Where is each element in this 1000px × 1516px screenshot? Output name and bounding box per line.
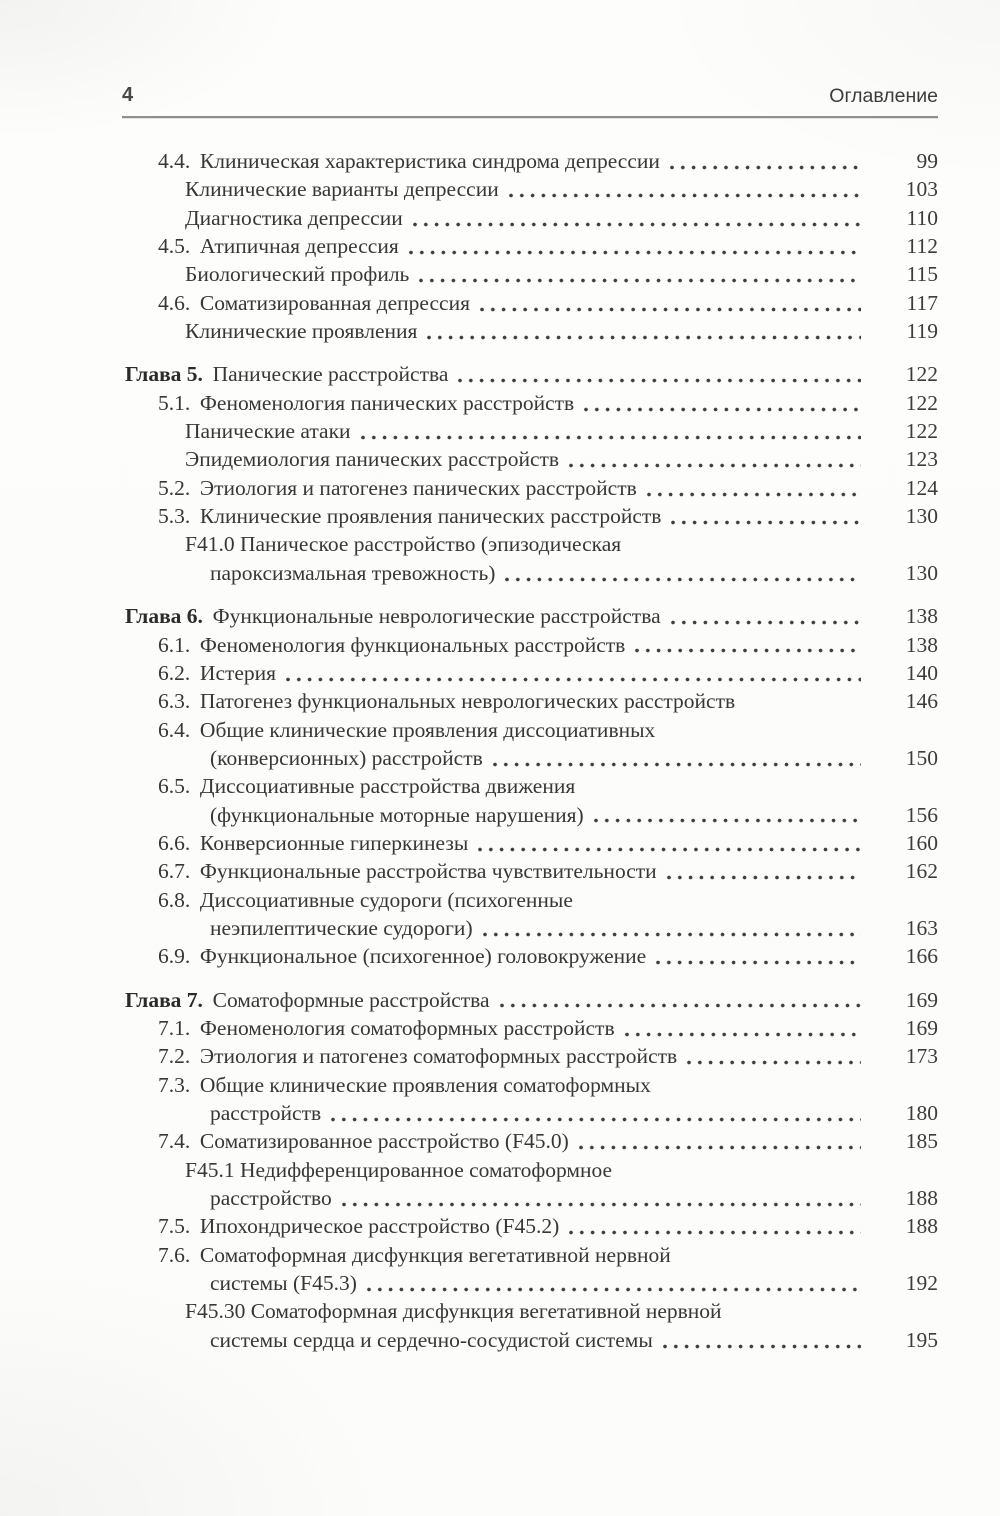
toc-page-number: 115 — [906, 262, 938, 287]
toc-row — [0, 559, 938, 587]
toc-entry-text: F41.0 Паническое расстройство (эпизодическая — [185, 532, 622, 557]
toc-page-number: 103 — [905, 177, 938, 202]
toc-entry-number: 4.6. — [158, 290, 191, 315]
toc-row — [0, 942, 938, 970]
dot-leader — [419, 277, 861, 284]
toc-entry-number: 6.8. — [158, 887, 191, 912]
toc-row — [0, 1014, 938, 1042]
toc-row — [0, 659, 938, 687]
toc-page-number: 138 — [905, 604, 938, 629]
dot-leader — [663, 1343, 861, 1350]
toc-entry-number: 5.2. — [158, 475, 191, 500]
toc-entry-text: Конверсионные гиперкинезы — [199, 830, 469, 855]
dot-leader — [342, 1201, 861, 1208]
toc-entry-text: Биологический профиль — [185, 262, 410, 287]
toc-entry-text: системы (F45.3) — [210, 1271, 357, 1296]
toc-row — [0, 502, 938, 530]
dot-leader — [478, 846, 861, 853]
toc-entry-text: расстройств — [210, 1101, 322, 1125]
toc-entry-number: 4.5. — [158, 234, 191, 259]
toc-row — [0, 631, 938, 659]
toc-row — [0, 857, 938, 885]
toc-entry-number: 6.6. — [158, 830, 191, 855]
toc-entry-number: 6.4. — [158, 717, 191, 742]
toc-entry-text: Соматизированная депрессия — [199, 290, 470, 315]
toc-entry-text: Атипичная депрессия — [199, 234, 399, 259]
toc-entry-text: Этиология и патогенез соматоформных расстройств — [199, 1044, 678, 1069]
toc-entry-text: расстройство — [210, 1186, 332, 1211]
dot-leader — [635, 647, 861, 654]
toc-row — [0, 772, 938, 800]
toc-row — [0, 1184, 938, 1212]
toc-entry-number: 5.1. — [158, 390, 191, 415]
toc-entry-text: Ипохондрическое расстройство (F45.2) — [199, 1214, 560, 1239]
dot-leader — [687, 1059, 861, 1066]
toc-row — [0, 1326, 938, 1354]
toc-row — [0, 175, 938, 203]
toc-entry-text: Этиология и патогенез панических расстройств — [199, 475, 637, 500]
toc-page-number: 117 — [906, 290, 938, 315]
dot-leader — [493, 761, 861, 768]
toc-entry-text: Соматизированное расстройство (F45.0) — [199, 1129, 569, 1154]
toc-page-number: 188 — [905, 1214, 938, 1239]
toc-entry-number: 7.5. — [158, 1214, 191, 1239]
toc-entry-text: Клинические варианты депрессии — [185, 177, 499, 202]
toc-page-number: 112 — [906, 234, 938, 259]
toc-row — [0, 602, 938, 630]
dot-leader — [671, 519, 861, 526]
dot-leader — [409, 249, 861, 256]
toc-page-number: 169 — [905, 987, 938, 1012]
toc-row — [0, 530, 938, 558]
toc-row — [0, 232, 938, 260]
toc-row — [0, 1212, 938, 1240]
toc-page-number: 180 — [905, 1101, 938, 1125]
dot-leader — [745, 704, 861, 711]
toc-entry-number: 7.6. — [158, 1242, 191, 1267]
toc-page-number: 110 — [906, 205, 938, 230]
toc-page-number: 99 — [916, 149, 938, 173]
toc-row — [0, 1042, 938, 1070]
toc-row — [0, 744, 938, 772]
dot-leader — [584, 406, 861, 413]
toc-page-number: 195 — [905, 1327, 938, 1352]
toc-page-number: 122 — [905, 390, 938, 415]
toc-entry-number: 6.9. — [158, 944, 191, 969]
toc-entry-number: 6.1. — [158, 632, 191, 657]
dot-leader — [361, 434, 861, 441]
toc-entry-number: 7.1. — [158, 1015, 191, 1040]
toc-entry-text: Соматоформные расстройства — [212, 987, 490, 1012]
toc-entry-text: Общие клинические проявления диссоциативных — [199, 717, 656, 742]
toc-row — [0, 829, 938, 857]
toc-page-number: 140 — [905, 660, 938, 685]
dot-leader — [579, 1144, 861, 1151]
toc-entry-number: 6.7. — [158, 859, 191, 884]
toc-entry-number: 7.2. — [158, 1044, 191, 1069]
toc-entry-text: (функциональные моторные нарушения) — [210, 802, 584, 827]
toc-entry-text: Истерия — [199, 660, 277, 685]
toc-entry-text: пароксизмальная тревожность) — [210, 560, 496, 585]
dot-leader — [413, 221, 861, 228]
toc-row — [0, 801, 938, 829]
toc-row — [0, 1127, 938, 1155]
dot-leader — [509, 192, 861, 199]
dot-leader — [458, 377, 861, 384]
toc-entry-text: Функциональное (психогенное) головокружение — [199, 944, 647, 969]
header-rule — [122, 116, 938, 118]
toc-row — [0, 1297, 938, 1325]
toc-entry-text: Диссоциативные судороги (психогенные — [199, 887, 573, 912]
dot-leader — [483, 931, 861, 938]
dot-leader — [671, 619, 861, 626]
toc-entry-text: системы сердца и сердечно-сосудистой системы — [210, 1327, 653, 1352]
toc-entry-text: Диссоциативные расстройства движения — [199, 774, 576, 799]
dot-leader — [647, 491, 861, 498]
header-page-number: 4 — [122, 84, 134, 106]
toc-page-number: 146 — [905, 689, 938, 714]
toc-chapter-label: Глава 5. — [125, 362, 203, 387]
toc-page-number: 173 — [905, 1044, 938, 1069]
toc-entry-text: Общие клинические проявления соматоформных — [199, 1072, 651, 1097]
toc-row — [0, 1099, 938, 1127]
toc-entry-text: F45.1 Недифференцированное соматоформное — [185, 1157, 613, 1182]
toc-page-number: 150 — [905, 745, 938, 770]
toc-row — [0, 687, 938, 715]
toc-page-number: 130 — [905, 560, 938, 585]
toc-entry-text: Панические атаки — [185, 419, 351, 444]
toc-page-number: 160 — [905, 830, 938, 855]
toc-row — [0, 445, 938, 473]
dot-leader — [500, 1002, 861, 1009]
toc-page-number: 166 — [905, 944, 938, 969]
toc-entry-number: 6.5. — [158, 774, 191, 799]
toc-entry-text: F45.30 Соматоформная дисфункция вегетативной нервной — [185, 1299, 722, 1324]
dot-leader — [656, 959, 861, 966]
header-title: Оглавление — [829, 85, 938, 107]
toc-entry-text: Феноменология функциональных расстройств — [199, 632, 626, 657]
dot-leader — [569, 462, 861, 469]
toc-entry-number: 6.2. — [158, 660, 191, 685]
toc-row — [0, 204, 938, 232]
dot-leader — [367, 1286, 861, 1293]
dot-leader — [670, 164, 861, 171]
toc-entry-text: Эпидемиология панических расстройств — [185, 447, 560, 472]
toc-entry-text: Феноменология соматоформных расстройств — [199, 1015, 615, 1040]
toc-row — [0, 260, 938, 288]
toc-entry-number: 7.4. — [158, 1129, 191, 1154]
toc-row — [0, 886, 938, 914]
toc-row — [0, 1071, 938, 1099]
toc-row — [0, 1156, 938, 1184]
toc-entry-number: 4.4. — [158, 149, 191, 173]
toc-entry-text: Патогенез функциональных неврологических расстройств — [199, 689, 736, 714]
dot-leader — [667, 874, 861, 881]
toc-row — [0, 1269, 938, 1297]
toc-page-number: 162 — [905, 859, 938, 884]
dot-leader — [594, 817, 861, 824]
toc-page-number: 169 — [905, 1015, 938, 1040]
toc-entry-text: неэпилептические судороги) — [210, 915, 473, 940]
toc-row — [0, 716, 938, 744]
toc-entry-text: Клинические проявления панических расстройств — [199, 504, 662, 529]
dot-leader — [331, 1116, 861, 1123]
toc-entry-number: 7.3. — [158, 1072, 191, 1097]
dot-leader — [427, 334, 861, 341]
dot-leader — [480, 306, 861, 313]
toc-page-number: 124 — [905, 475, 938, 500]
toc-row — [0, 317, 938, 345]
toc-entry-text: Функциональные неврологические расстройства — [212, 604, 661, 629]
toc-row — [0, 914, 938, 942]
toc-row — [0, 389, 938, 417]
toc-page-number: 138 — [905, 632, 938, 657]
toc-entry-text: Феноменология панических расстройств — [199, 390, 575, 415]
toc-row — [0, 986, 938, 1014]
toc-page-number: 156 — [905, 802, 938, 827]
dot-leader — [286, 676, 861, 683]
toc-entry-text: Панические расстройства — [212, 362, 449, 387]
toc-page-number: 123 — [905, 447, 938, 472]
toc-entry-number: 5.3. — [158, 504, 191, 529]
toc-chapter-label: Глава 6. — [125, 604, 203, 629]
dot-leader — [625, 1031, 861, 1038]
toc-page-number: 122 — [905, 362, 938, 387]
toc-page-number: 185 — [905, 1129, 938, 1154]
toc-chapter-label: Глава 7. — [125, 987, 203, 1012]
toc-row — [0, 474, 938, 502]
toc-page-number: 163 — [905, 915, 938, 940]
toc-page-number: 130 — [905, 504, 938, 529]
toc-entry-text: Диагностика депрессии — [185, 205, 403, 230]
toc-page-number: 119 — [906, 319, 938, 344]
toc-entry-text: (конверсионных) расстройств — [210, 745, 483, 770]
toc-page-number: 188 — [905, 1186, 938, 1211]
toc-row — [0, 147, 938, 175]
toc-entry-number: 6.3. — [158, 689, 191, 714]
toc-row — [0, 289, 938, 317]
dot-leader — [505, 576, 861, 583]
table-of-contents — [0, 147, 938, 1354]
toc-row — [0, 360, 938, 388]
toc-entry-text: Клиническая характеристика синдрома депрессии — [199, 149, 660, 173]
toc-entry-text: Соматоформная дисфункция вегетативной нервной — [199, 1242, 671, 1267]
toc-page-number: 122 — [905, 419, 938, 444]
toc-row — [0, 417, 938, 445]
toc-entry-text: Функциональные расстройства чувствительности — [199, 859, 657, 884]
toc-row — [0, 1241, 938, 1269]
toc-entry-text: Клинические проявления — [185, 319, 418, 344]
toc-page-number: 192 — [905, 1271, 938, 1296]
dot-leader — [569, 1229, 861, 1236]
